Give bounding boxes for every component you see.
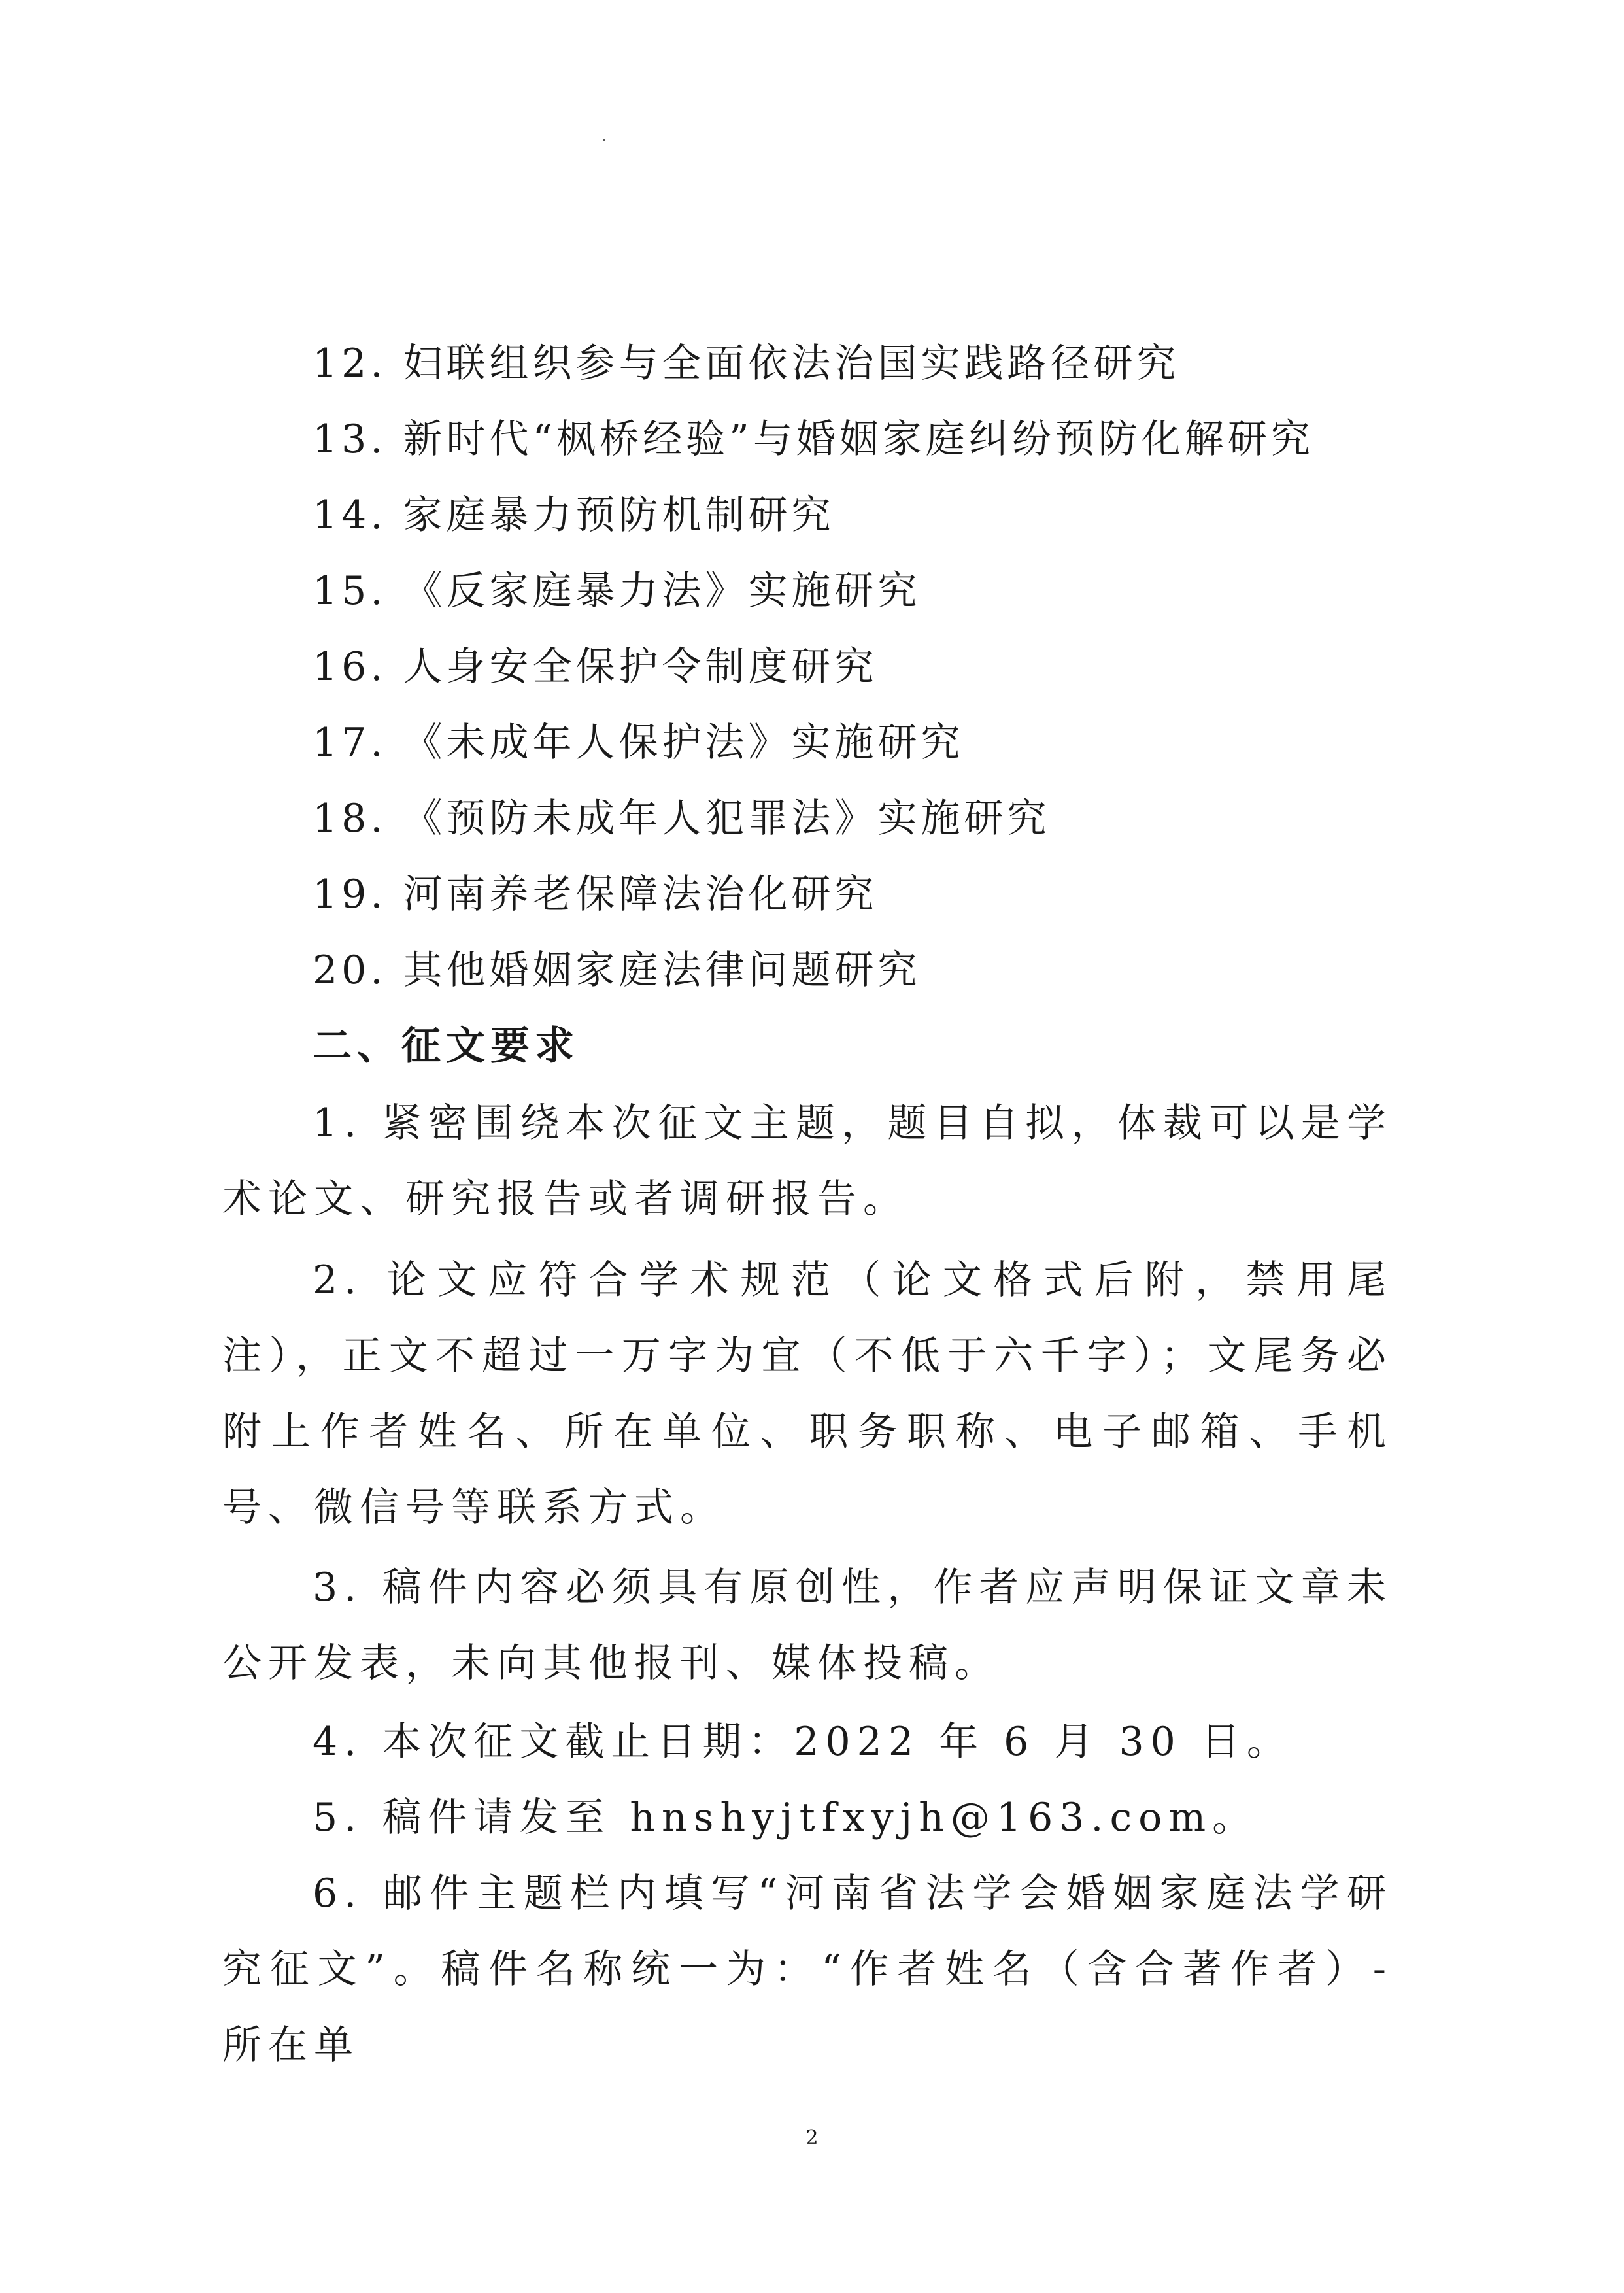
topic-item-15: 15. 《反家庭暴力法》实施研究 <box>313 568 921 614</box>
topic-item-17: 17. 《未成年人保护法》实施研究 <box>313 720 964 766</box>
topic-item-14: 14. 家庭暴力预防机制研究 <box>313 492 835 538</box>
scan-speck <box>603 139 605 141</box>
section-heading: 二、征文要求 <box>313 1023 579 1069</box>
topic-item-12: 12. 妇联组织参与全面依法治国实践路径研究 <box>313 341 1180 386</box>
topic-item-18: 18. 《预防未成年人犯罪法》实施研究 <box>313 796 1051 841</box>
requirement-6: 6. 邮件主题栏内填写“河南省法学会婚姻家庭法学研究征文”。稿件名称统一为：“作者姓名（含合著作者）-所在单 <box>222 1871 1393 2068</box>
requirement-5: 5. 稿件请发至 hnshyjtfxyjh@163.com。 <box>313 1795 1259 1841</box>
requirement-4: 4. 本次征文截止日期：2022 年 6 月 30 日。 <box>313 1719 1293 1765</box>
page-number: 2 <box>805 2126 819 2149</box>
topic-item-20: 20. 其他婚姻家庭法律问题研究 <box>313 947 921 993</box>
requirement-1: 1. 紧密围绕本次征文主题，题目自拟，体裁可以是学术论文、研究报告或者调研报告。 <box>222 1100 1393 1222</box>
requirement-2: 2. 论文应符合学术规范（论文格式后附，禁用尾注），正文不超过一万字为宜（不低于六千字）；文尾务必附上作者姓名、所在单位、职务职称、电子邮箱、手机号、微信号等联系方式。 <box>222 1257 1393 1531</box>
topic-item-13: 13. 新时代“枫桥经验”与婚姻家庭纠纷预防化解研究 <box>313 416 1314 462</box>
requirement-3: 3. 稿件内容必须具有原创性，作者应声明保证文章未公开发表，未向其他报刊、媒体投稿。 <box>222 1565 1393 1686</box>
topic-item-19: 19. 河南养老保障法治化研究 <box>313 872 878 917</box>
topic-item-16: 16. 人身安全保护令制度研究 <box>313 644 878 690</box>
